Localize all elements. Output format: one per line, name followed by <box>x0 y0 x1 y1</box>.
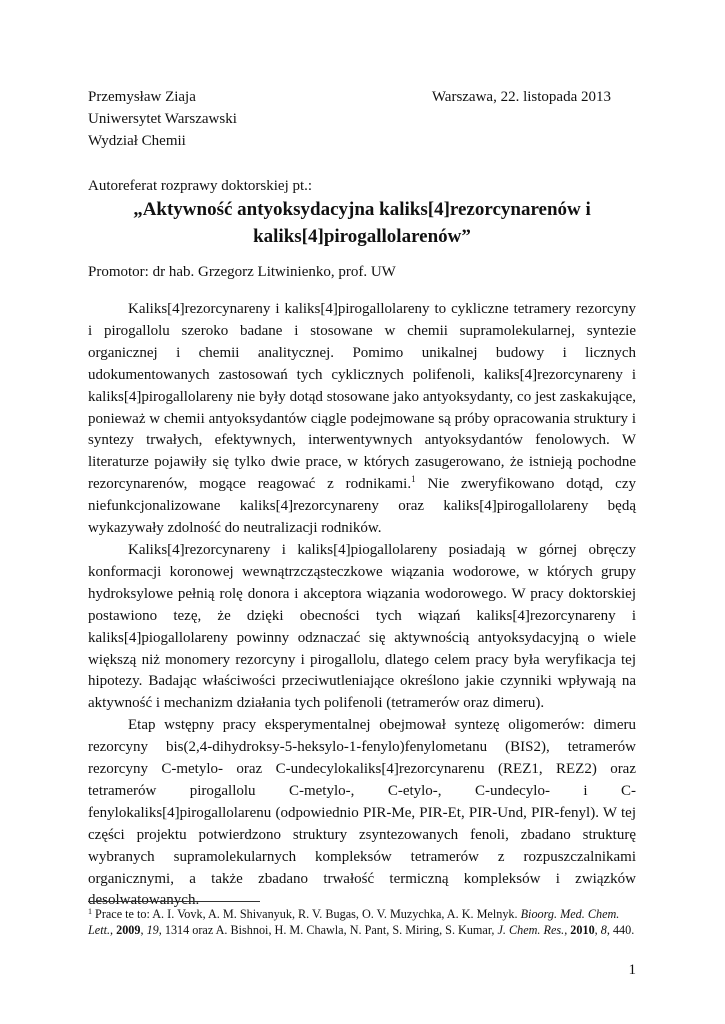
footnote-journal-2: J. Chem. Res. <box>497 923 565 937</box>
university-name: Uniwersytet Warszawski <box>88 111 237 127</box>
footnote-sep-2: , <box>564 923 571 937</box>
promotor-line: Promotor: dr hab. Grzegorz Litwinienko, prof. UW <box>88 264 396 280</box>
document-type: Autoreferat rozprawy doktorskiej pt.: <box>88 178 313 194</box>
footnote: $^1$ Prace te to: A. I. Vovk, A. M. Shivanyuk, R. V. Bugas, O. V. Muzychka, A. K. Melnyk. Bioorg. Med. Chem. Lett., 2009, 19, 1314 oraz A. Bishnoi, H. M. Chawla, N. Pant, S. Miring, S. Kumar, J. Chem. Res., 2010, 8, 440. <box>88 907 635 937</box>
footnote-year-1: 2009 <box>116 923 141 937</box>
footnote-volume-2: 8 <box>600 923 607 937</box>
paragraph-2: Kaliks[4]rezorcynareny i kaliks[4]piogallolareny posiadają w górnej obręczy konformacji koronowej wewnątrzcząsteczkowe wiązania wodorowe, w których grupy hydroksylowe pełnią rolę donora i akceptora wiązania wodorowego. W pracy doktorskiej postawiono tezę, że dzięki obecności tych wiązań kaliks[4]rezorcynareny i kaliks[4]piogallolareny powinny odznaczać się aktywnością antyoksydacyjną o wiele większą niż monomery rezorcyny i pirogallolu, dlatego celem pracy była weryfikacja tej hipotezy. Badając właściwości przeciwutleniające określono jakie czynniki wpływają na aktywność i mechanizm działania tych polifenoli (tetramerów oraz dimeru). <box>88 541 636 712</box>
thesis-title-line-2: kaliks[4]pirogallolarenów” <box>253 226 471 247</box>
thesis-title <box>88 196 636 250</box>
footnote-ref: 1 <box>411 474 416 485</box>
faculty-name: Wydział Chemii <box>88 133 186 149</box>
paragraph-1 <box>88 299 636 540</box>
footnote-pages-2: , 440. <box>606 923 635 937</box>
footnote-journal-1: Bioorg. Med. Chem. Lett., <box>88 907 620 937</box>
thesis-title-line-1: „Aktywność antyoksydacyjna kaliks[4]rezorcynarenów i <box>133 199 591 220</box>
footnote-volume-1: 19 <box>146 923 159 937</box>
paragraph-1-part-b: Nie zweryfikowano dotąd, czy niefunkcjonalizowane kaliks[4]rezorcynareny oraz kaliks[4]pirogallolareny będą wykazywały zdolność do neutralizacji rodników. <box>88 476 636 537</box>
footnote-marker: 1 <box>88 907 92 916</box>
footnote-separator <box>88 901 260 902</box>
footnote-text-2: , 1314 oraz A. Bishnoi, H. M. Chawla, N. Pant, S. Miring, S. Kumar, <box>158 923 498 937</box>
header-block <box>88 86 611 152</box>
page-number: 1 <box>628 962 636 978</box>
paragraph-3: Etap wstępny pracy eksperymentalnej obejmował syntezę oligomerów: dimeru rezorcyny bis(2,4-dihydroksy-5-heksylo-1-fenylo)fenylometanu (BIS2), tetramerów rezorcyny C-metylo- oraz C-undecylokaliks[4]rezorcynarenu (REZ1, REZ2) oraz tetramerów pirogallolu C-metylo-, C-etylo-, C-undecylo- i C-fenylokaliks[4]pirogallolarenu (odpowiednio PIR-Me, PIR-Et, PIR-Und, PIR-fenyl). W tej części projektu potwierdzono struktury zsyntezowanych fenoli, zbadano strukturę wybranych supramolekularnych kompleksów tetramerów z rozpuszczalnikami organicznymi, a także zbadano trwałość termiczną kompleksów i związków desolwatowanych. <box>88 717 636 909</box>
footnote-year-2: 2010 <box>570 923 595 937</box>
paragraph-1-part-a: Kaliks[4]rezorcynareny i kaliks[4]pirogallolareny to cykliczne tetramery rezorcyny i pirogallolu szeroko badane i stosowane w chemii supramolekularnej, syntezie organicznej i chemii analitycznej. Pomimo unikalnej budowy i licznych udokumentowanych zastosowań tych cyklicznych polifenoli, kaliks[4]rezorcynareny i kaliks[4]pirogallolareny nie były dotąd stosowane jako antyoksydanty, co jest zaskakujące, ponieważ w chemii antyoksydantów ciągle podejmowane są próby opracowania struktury i syntezy trwałych, efektywnych, interwentywnych antyoksydantów fenolowych. W literaturze pojawiły się tylko dwie prace, w których zasugerowano, że istnieją pochodne rezorcynarenów, mogące reagować z rodnikami. <box>88 301 636 493</box>
place-date: Warszawa, 22. listopada 2013 <box>431 89 611 105</box>
author-name: Przemysław Ziaja <box>88 89 196 105</box>
footnote-text-1: Prace te to: A. I. Vovk, A. M. Shivanyuk, R. V. Bugas, O. V. Muzychka, A. K. Melnyk. <box>92 907 521 921</box>
body-text <box>88 299 636 912</box>
